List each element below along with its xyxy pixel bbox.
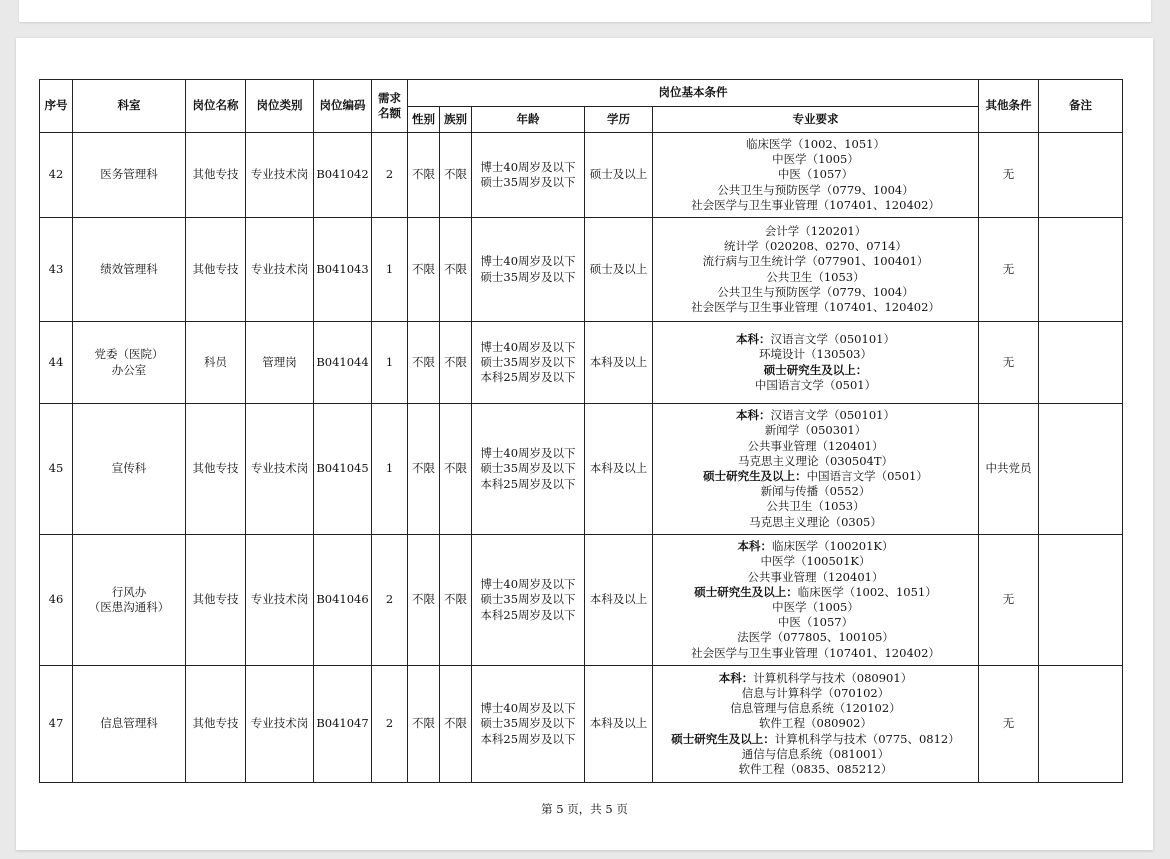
major-text: 中国语言文学（0501） bbox=[754, 377, 877, 392]
major-cell bbox=[653, 666, 979, 783]
dept-line: 行风办 bbox=[111, 584, 147, 599]
major-text: 汉语言文学（050101） bbox=[770, 332, 895, 347]
gender-cell: 不限 bbox=[408, 404, 440, 535]
table-row bbox=[40, 666, 1123, 783]
post-code-cell: B041046 bbox=[314, 535, 372, 666]
dept-line: 党委（医院） bbox=[94, 347, 164, 362]
quota-cell: 2 bbox=[372, 666, 408, 783]
header-dept: 科室 bbox=[73, 80, 186, 133]
gender-cell: 不限 bbox=[408, 133, 440, 218]
major-line bbox=[653, 300, 978, 315]
post-name-cell: 其他专技 bbox=[186, 218, 246, 322]
major-line bbox=[653, 285, 978, 300]
age-line: 硕士35周岁及以下 bbox=[480, 592, 576, 607]
age-line: 本科25周岁及以下 bbox=[480, 607, 576, 622]
other-cell: 无 bbox=[979, 218, 1039, 322]
major-text: 中医学（1005） bbox=[772, 152, 859, 167]
major-line bbox=[653, 671, 978, 686]
post-type-cell: 专业技术岗 bbox=[246, 535, 314, 666]
dept-cell bbox=[73, 218, 186, 322]
other-cell: 中共党员 bbox=[979, 404, 1039, 535]
age-cell bbox=[472, 535, 585, 666]
ethnic-cell: 不限 bbox=[440, 218, 472, 322]
major-line bbox=[653, 183, 978, 198]
edu-cell: 本科及以上 bbox=[585, 322, 653, 404]
major-line bbox=[653, 499, 978, 514]
seq-cell: 42 bbox=[40, 133, 73, 218]
major-text: 中医（1057） bbox=[777, 615, 854, 630]
other-cell: 无 bbox=[979, 666, 1039, 783]
table-row bbox=[40, 218, 1123, 322]
major-level-label: 本科： bbox=[737, 539, 772, 554]
edu-cell: 硕士及以上 bbox=[585, 218, 653, 322]
major-text: 软件工程（080902） bbox=[759, 716, 872, 731]
major-cell bbox=[653, 133, 979, 218]
remark-cell bbox=[1039, 218, 1123, 322]
dept-line: （医患沟通科） bbox=[88, 600, 170, 614]
post-code-cell: B041047 bbox=[314, 666, 372, 783]
post-name-cell: 其他专技 bbox=[186, 133, 246, 218]
dept-line: 绩效管理科 bbox=[100, 261, 158, 276]
edu-cell: 硕士及以上 bbox=[585, 133, 653, 218]
job-table bbox=[39, 79, 1123, 783]
age-line: 硕士35周岁及以下 bbox=[480, 175, 576, 189]
seq-cell: 43 bbox=[40, 218, 73, 322]
major-line bbox=[653, 332, 978, 347]
age-line: 硕士35周岁及以下 bbox=[480, 461, 576, 476]
seq-cell: 45 bbox=[40, 404, 73, 535]
gender-cell: 不限 bbox=[408, 666, 440, 783]
major-text: 通信与信息系统（081001） bbox=[741, 746, 890, 761]
post-type-cell: 管理岗 bbox=[246, 322, 314, 404]
major-text: 社会医学与卫生事业管理（107401、120402） bbox=[691, 645, 940, 660]
dept-cell bbox=[73, 133, 186, 218]
age-line: 博士40周岁及以下 bbox=[480, 577, 576, 592]
header-major: 专业要求 bbox=[653, 107, 979, 133]
major-line bbox=[653, 539, 978, 554]
major-line bbox=[653, 454, 978, 469]
major-text: 计算机科学与技术（0775、0812） bbox=[774, 731, 960, 746]
major-level-label: 本科： bbox=[718, 670, 754, 685]
header-post-name: 岗位名称 bbox=[186, 80, 246, 133]
age-line: 博士40周岁及以下 bbox=[480, 254, 576, 269]
header-edu: 学历 bbox=[585, 107, 653, 133]
major-text: 统计学（020208、0270、0714） bbox=[724, 239, 907, 254]
major-line bbox=[653, 378, 978, 393]
major-line bbox=[653, 630, 978, 645]
major-cell bbox=[653, 322, 979, 404]
major-text: 环境设计（130503） bbox=[759, 347, 872, 362]
table-body bbox=[40, 133, 1123, 783]
edu-cell: 本科及以上 bbox=[585, 666, 653, 783]
major-line bbox=[653, 615, 978, 630]
post-type-cell: 专业技术岗 bbox=[246, 218, 314, 322]
ethnic-cell: 不限 bbox=[440, 404, 472, 535]
dept-cell bbox=[73, 535, 186, 666]
major-line bbox=[653, 515, 978, 530]
post-type-cell: 专业技术岗 bbox=[246, 404, 314, 535]
remark-cell bbox=[1039, 133, 1123, 218]
major-text: 软件工程（0835、085212） bbox=[738, 762, 893, 776]
major-text: 汉语言文学（050101） bbox=[770, 408, 895, 423]
major-line bbox=[653, 224, 978, 239]
major-text: 公共事业管理（120401） bbox=[747, 438, 884, 453]
ethnic-cell: 不限 bbox=[440, 535, 472, 666]
major-text: 信息与计算科学（070102） bbox=[741, 685, 890, 700]
major-line bbox=[653, 762, 978, 777]
edu-cell: 本科及以上 bbox=[585, 535, 653, 666]
table-row bbox=[40, 322, 1123, 404]
quota-cell: 1 bbox=[372, 404, 408, 535]
major-text: 中医学（1005） bbox=[772, 600, 859, 614]
age-line: 硕士35周岁及以下 bbox=[480, 716, 576, 731]
dept-line: 医务管理科 bbox=[100, 167, 158, 182]
document-page bbox=[16, 38, 1153, 850]
major-text: 临床医学（1002、1051） bbox=[797, 584, 937, 599]
seq-cell: 47 bbox=[40, 666, 73, 783]
gender-cell: 不限 bbox=[408, 535, 440, 666]
major-text: 社会医学与卫生事业管理（107401、120402） bbox=[691, 299, 940, 314]
major-level-label: 硕士研究生及以上： bbox=[703, 469, 807, 483]
age-cell bbox=[472, 666, 585, 783]
major-line bbox=[653, 137, 978, 152]
major-line bbox=[653, 716, 978, 731]
major-text: 计算机科学与技术（080901） bbox=[753, 670, 913, 685]
age-line: 本科25周岁及以下 bbox=[480, 731, 576, 746]
remark-cell bbox=[1039, 666, 1123, 783]
dept-line: 办公室 bbox=[111, 362, 147, 377]
major-line bbox=[653, 469, 978, 484]
remark-cell bbox=[1039, 404, 1123, 535]
major-text: 公共卫生（1053） bbox=[766, 499, 865, 514]
major-line bbox=[653, 646, 978, 661]
page-footer: 第 5 页，共 5 页 bbox=[541, 802, 628, 816]
post-code-cell: B041045 bbox=[314, 404, 372, 535]
age-line: 博士40周岁及以下 bbox=[480, 159, 576, 174]
post-name-cell: 其他专技 bbox=[186, 404, 246, 535]
major-text: 信息管理与信息系统（120102） bbox=[730, 701, 901, 716]
gender-cell: 不限 bbox=[408, 218, 440, 322]
previous-page-edge bbox=[19, 0, 1151, 22]
dept-cell bbox=[73, 404, 186, 535]
major-level-label: 本科： bbox=[736, 408, 771, 423]
major-text: 社会医学与卫生事业管理（107401、120402） bbox=[691, 197, 940, 212]
major-line bbox=[653, 701, 978, 716]
header-basic-conditions: 岗位基本条件 bbox=[408, 80, 979, 107]
major-line bbox=[653, 198, 978, 213]
age-line: 本科25周岁及以下 bbox=[480, 476, 576, 491]
quota-cell: 1 bbox=[372, 322, 408, 404]
age-cell bbox=[472, 133, 585, 218]
header-quota: 需求名额 bbox=[372, 80, 408, 133]
post-name-cell: 科员 bbox=[186, 322, 246, 404]
post-code-cell: B041044 bbox=[314, 322, 372, 404]
ethnic-cell: 不限 bbox=[440, 133, 472, 218]
quota-cell: 2 bbox=[372, 535, 408, 666]
header-ethnic: 族别 bbox=[440, 107, 472, 133]
table-row bbox=[40, 404, 1123, 535]
age-line: 博士40周岁及以下 bbox=[480, 701, 576, 716]
major-level-label: 硕士研究生及以上： bbox=[671, 731, 775, 746]
major-text: 公共卫生（1053） bbox=[766, 269, 865, 284]
post-type-cell: 专业技术岗 bbox=[246, 666, 314, 783]
remark-cell bbox=[1039, 535, 1123, 666]
major-line bbox=[653, 554, 978, 569]
post-name-cell: 其他专技 bbox=[186, 666, 246, 783]
major-line bbox=[653, 686, 978, 701]
other-cell: 无 bbox=[979, 133, 1039, 218]
age-cell bbox=[472, 218, 585, 322]
major-text: 新闻与传播（0552） bbox=[760, 484, 871, 499]
age-line: 博士40周岁及以下 bbox=[480, 446, 576, 461]
major-text: 马克思主义理论（030504T） bbox=[737, 453, 894, 468]
major-text: 临床医学（1002、1051） bbox=[745, 136, 886, 151]
major-line bbox=[653, 239, 978, 254]
header-post-type: 岗位类别 bbox=[246, 80, 314, 133]
major-line bbox=[653, 270, 978, 285]
post-type-cell: 专业技术岗 bbox=[246, 133, 314, 218]
major-text: 中国语言文学（0501） bbox=[806, 469, 928, 483]
ethnic-cell: 不限 bbox=[440, 322, 472, 404]
other-cell: 无 bbox=[979, 322, 1039, 404]
major-line bbox=[653, 167, 978, 182]
major-level-label: 本科： bbox=[736, 332, 771, 347]
major-text: 公共卫生与预防医学（0779、1004） bbox=[717, 182, 914, 197]
major-text: 新闻学（050301） bbox=[764, 423, 867, 438]
post-code-cell: B041043 bbox=[314, 218, 372, 322]
ethnic-cell: 不限 bbox=[440, 666, 472, 783]
major-line bbox=[653, 732, 978, 747]
quota-cell: 1 bbox=[372, 218, 408, 322]
major-cell bbox=[653, 218, 979, 322]
dept-cell bbox=[73, 666, 186, 783]
major-line bbox=[653, 484, 978, 499]
major-text: 临床医学（100201K） bbox=[772, 539, 894, 554]
seq-cell: 46 bbox=[40, 535, 73, 666]
dept-cell bbox=[73, 322, 186, 404]
gender-cell: 不限 bbox=[408, 322, 440, 404]
major-text: 公共事业管理（120401） bbox=[747, 569, 884, 584]
age-line: 硕士35周岁及以下 bbox=[480, 354, 576, 369]
header-post-code: 岗位编码 bbox=[314, 80, 372, 133]
table-row bbox=[40, 535, 1123, 666]
remark-cell bbox=[1039, 322, 1123, 404]
major-cell bbox=[653, 404, 979, 535]
major-line bbox=[653, 347, 978, 362]
header-age: 年龄 bbox=[472, 107, 585, 133]
table-row bbox=[40, 133, 1123, 218]
major-line bbox=[653, 600, 978, 615]
major-level-label: 硕士研究生及以上： bbox=[694, 584, 798, 599]
dept-line: 宣传科 bbox=[111, 461, 147, 476]
header-other: 其他条件 bbox=[979, 80, 1039, 133]
age-line: 硕士35周岁及以下 bbox=[480, 269, 576, 284]
major-line bbox=[653, 585, 978, 600]
major-line bbox=[653, 152, 978, 167]
major-text: 马克思主义理论（0305） bbox=[749, 514, 882, 529]
edu-cell: 本科及以上 bbox=[585, 404, 653, 535]
major-text: 中医学（100501K） bbox=[760, 554, 871, 569]
major-level-label: 硕士研究生及以上： bbox=[763, 362, 868, 377]
major-cell bbox=[653, 535, 979, 666]
major-text: 中医（1057） bbox=[777, 167, 854, 182]
major-text: 公共卫生与预防医学（0779、1004） bbox=[717, 284, 914, 299]
major-line bbox=[653, 423, 978, 438]
major-line bbox=[653, 747, 978, 762]
post-code-cell: B041042 bbox=[314, 133, 372, 218]
major-line bbox=[653, 408, 978, 423]
major-line bbox=[653, 570, 978, 585]
post-name-cell: 其他专技 bbox=[186, 535, 246, 666]
major-text: 法医学（077805、100105） bbox=[737, 630, 894, 645]
other-cell: 无 bbox=[979, 535, 1039, 666]
age-cell bbox=[472, 322, 585, 404]
quota-cell: 2 bbox=[372, 133, 408, 218]
header-seq: 序号 bbox=[40, 80, 73, 133]
dept-line: 信息管理科 bbox=[100, 716, 158, 731]
seq-cell: 44 bbox=[40, 322, 73, 404]
major-line bbox=[653, 439, 978, 454]
age-line: 本科25周岁及以下 bbox=[480, 370, 576, 385]
age-cell bbox=[472, 404, 585, 535]
header-gender: 性别 bbox=[408, 107, 440, 133]
major-line bbox=[653, 363, 978, 378]
age-line: 博士40周岁及以下 bbox=[480, 339, 576, 354]
major-text: 会计学（120201） bbox=[764, 223, 867, 238]
major-line bbox=[653, 254, 978, 269]
major-text: 流行病与卫生统计学（077901、100401） bbox=[702, 254, 929, 269]
header-remark: 备注 bbox=[1039, 80, 1123, 133]
